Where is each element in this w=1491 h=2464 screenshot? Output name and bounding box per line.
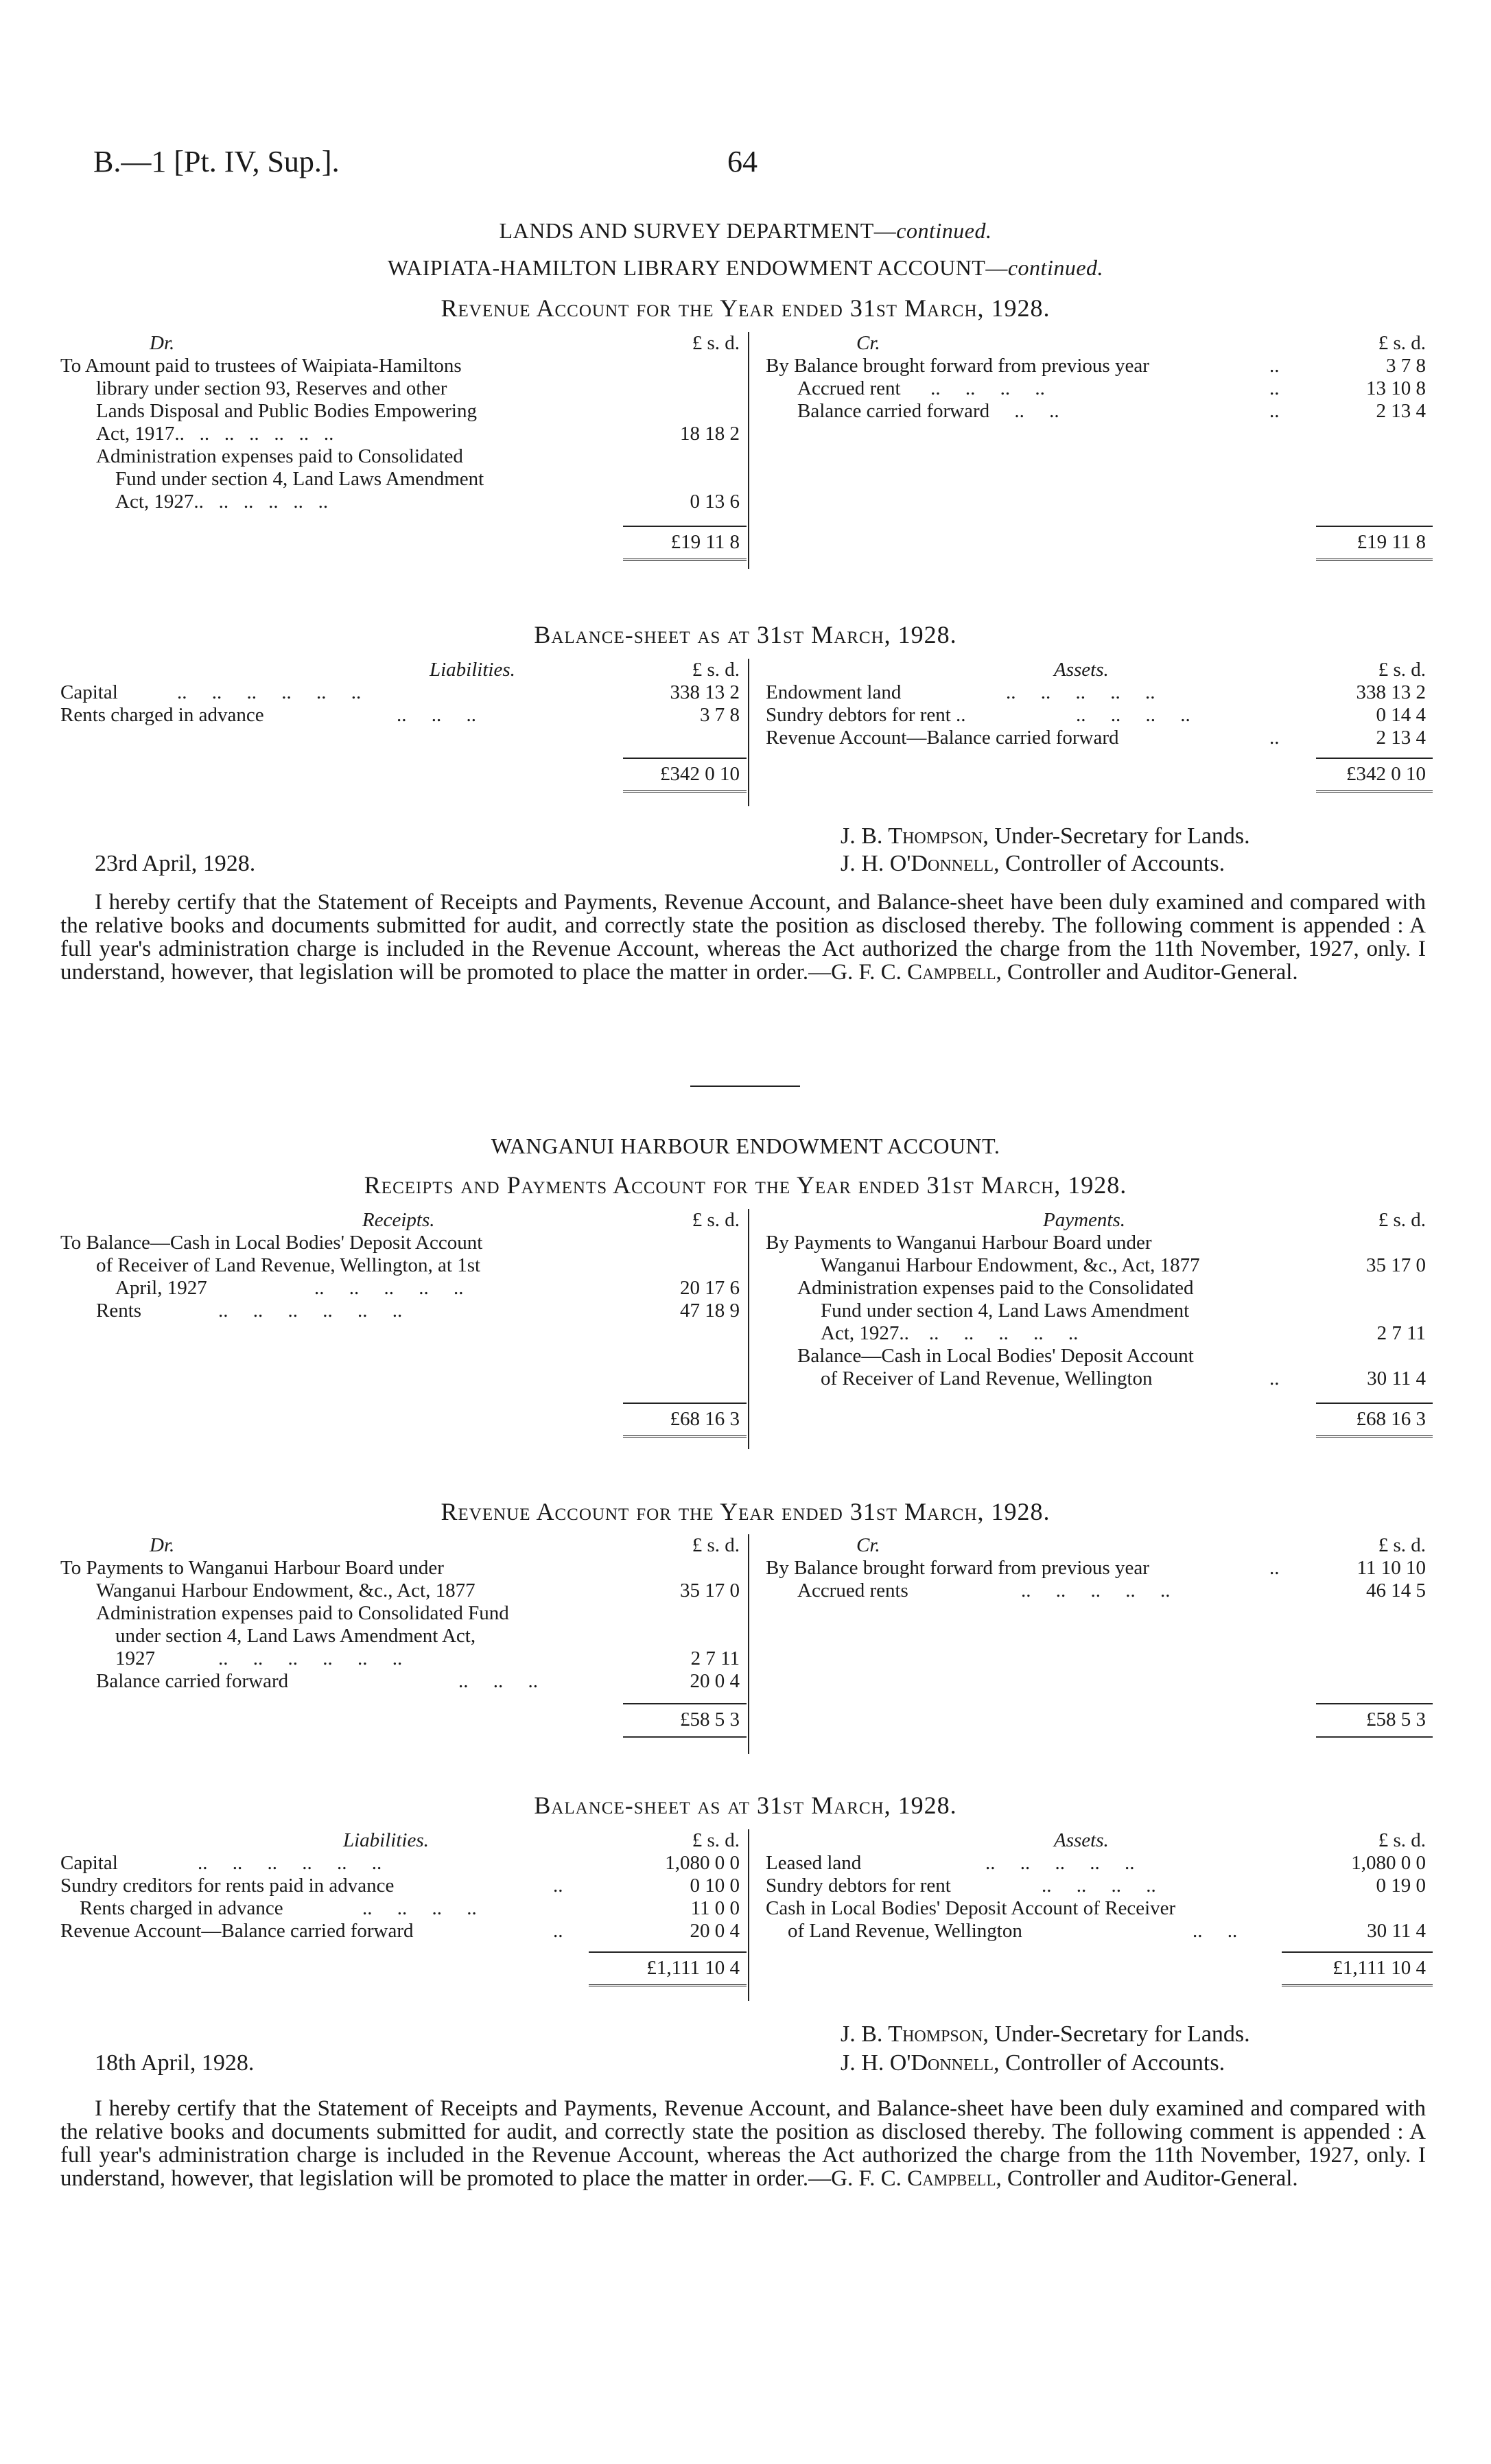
amount: 13 10 8 <box>1366 377 1426 399</box>
double-rule <box>1316 1736 1433 1741</box>
rev2-right-line: Accrued rents <box>797 1580 908 1601</box>
amount: 30 11 4 <box>1367 1920 1426 1942</box>
total-rule <box>1316 1403 1433 1404</box>
amount: 1,080 0 0 <box>1351 1852 1426 1874</box>
lsd-heading: £ s. d. <box>692 332 740 354</box>
total: £19 11 8 <box>1357 531 1426 553</box>
bs1-table: Liabilities. £ s. d. Capital .. .. .. .. .. .. 338 13 2 Rents charged in advance .. .. .. 3 7 8 £342 0 10 Assets. £ s. d. Endowment land .. .. .. .. .. 338 13 2 Sundry debtors for rent .. .. .. .. .. 0 14 4 Revenue Account—Balance carried forward .. 2 13 4 £342 0 10 <box>60 659 1433 817</box>
amount: 46 14 5 <box>1366 1580 1426 1601</box>
signature-line: J. H. O'Donnell, Controller of Accounts. <box>841 2050 1225 2076</box>
amount: 3 7 8 <box>1386 355 1426 377</box>
amount: 2 13 4 <box>1376 727 1426 749</box>
lsd-heading: £ s. d. <box>1378 1209 1426 1231</box>
column-divider <box>748 1209 749 1449</box>
bs1-right-line: Endowment land <box>766 681 902 703</box>
total: £19 11 8 <box>670 531 740 553</box>
rev2-left-line: 1927 <box>115 1647 155 1669</box>
department-title: LANDS AND SURVEY DEPARTMENT—continued. <box>499 218 992 243</box>
dr-heading: Dr. <box>150 1534 175 1556</box>
bs1-left-line: Rents charged in advance <box>60 704 264 726</box>
column-divider <box>748 1829 749 2001</box>
rp2-left-line: Rents <box>96 1300 142 1322</box>
double-rule <box>1316 559 1433 563</box>
rev2-left-line: Balance carried forward <box>96 1670 289 1692</box>
date: 23rd April, 1928. <box>95 851 256 876</box>
page-reference: B.—1 [Pt. IV, Sup.]. <box>93 145 340 178</box>
total-rule <box>623 758 747 759</box>
total: £68 16 3 <box>670 1408 740 1430</box>
column-divider <box>748 332 749 569</box>
rev1-left-line: Lands Disposal and Public Bodies Empowering <box>96 400 477 422</box>
lsd-heading: £ s. d. <box>692 1209 740 1231</box>
amount: 11 10 10 <box>1357 1557 1426 1579</box>
amount: 18 18 2 <box>680 423 740 445</box>
amount: 20 0 4 <box>690 1920 740 1942</box>
total: £58 5 3 <box>1366 1709 1426 1730</box>
double-rule <box>623 1736 747 1741</box>
rp2-table: Receipts. £ s. d. To Balance—Cash in Local Bodies' Deposit Account of Receiver of Land Revenue, Wellington, at 1st April, 1927 .. .. .. .. .. 20 17 6 Rents .. .. .. .. .. .. 47 18 9 £68 16 3 Payments. £ s. d. By Payments to Wanganui Harbour Board under Wanganui Harbour Endowment, &c., Act, 1877 35 17 0 Administration expenses paid to the Consolidated Fund under section 4, Land Laws Amendment Act, 1927.. .. .. .. .. .. 2 7 11 Balance—Cash in Local Bodies' Deposit Account of Receiver of Land Revenue, Wellington .. 30 11 4 £68 16 3 <box>60 1209 1433 1470</box>
double-rule <box>623 790 747 795</box>
total: £1,111 10 4 <box>646 1957 740 1979</box>
rev2-table: Dr. £ s. d. To Payments to Wanganui Harbour Board under Wanganui Harbour Endowment, &c., Act, 1877 35 17 0 Administration expenses paid to Consolidated Fund under section 4, Land Laws Amendment Act, 1927 .. .. .. .. .. .. 2 7 11 Balance carried forward .. .. .. 20 0 4 £58 5 3 Cr. £ s. d. By Balance brought forward from previous year .. 11 10 10 Accrued rents .. .. .. .. .. 46 14 5 £58 5 3 <box>60 1534 1433 1754</box>
amount: 0 14 4 <box>1376 704 1426 726</box>
bs2-left-line: Revenue Account—Balance carried forward <box>60 1920 414 1942</box>
bs2-table: Liabilities. £ s. d. Capital .. .. .. .. .. .. 1,080 0 0 Sundry creditors for rents paid in advance .. 0 10 0 Rents charged in advance .. .. .. .. 11 0 0 Revenue Account—Balance carried forward .. 20 0 4 £1,111 10 4 Assets. £ s. d. Leased land .. .. .. .. .. 1,080 0 0 Sundry debtors for rent .. .. .. .. 0 19 0 Cash in Local Bodies' Deposit Account of Receiver of Land Revenue, Wellington .. .. 30 11 4 £1,111 10 4 <box>60 1829 1433 2015</box>
double-rule <box>1282 1984 1433 1989</box>
signature-line: J. B. Thompson, Under-Secretary for Lands. <box>841 823 1250 849</box>
amount: 2 7 11 <box>1376 1322 1426 1344</box>
total: £342 0 10 <box>1346 763 1426 785</box>
rev1-table: Dr. £ s. d. To Amount paid to trustees of Waipiata-Hamiltons library under section 93, Reserves and other Lands Disposal and Public Bodies Empowering Act, 1917.. .. .. .. .. .. .. 18 18 2 Administration expenses paid to Consolidated Fund under section 4, Land Laws Amendment Act, 1927.. .. .. .. .. .. 0 13 6 £19 11 8 Cr. £ s. d. By Balance brought forward from previous year .. 3 7 8 Accrued rent .. .. .. .. .. 13 10 8 Balance carried forward .. .. .. 2 13 4 £19 11 8 <box>60 332 1433 579</box>
amount: 47 18 9 <box>680 1300 740 1322</box>
total-rule <box>1316 1703 1433 1704</box>
bs2-left-line: Capital <box>60 1852 118 1874</box>
total: £1,111 10 4 <box>1332 1957 1426 1979</box>
amount: 1,080 0 0 <box>665 1852 740 1874</box>
total-rule <box>623 526 747 527</box>
assets-heading: Assets. <box>1054 659 1109 681</box>
cr-heading: Cr. <box>856 332 880 354</box>
amount: 35 17 0 <box>1366 1254 1426 1276</box>
rp2-title: Receipts and Payments Account for the Year ended 31st March, 1928. <box>364 1171 1127 1199</box>
lsd-heading: £ s. d. <box>1378 1829 1426 1851</box>
rev2-left-line: under section 4, Land Laws Amendment Act, <box>115 1625 476 1647</box>
amount: 338 13 2 <box>670 681 740 703</box>
amount: 3 7 8 <box>700 704 740 726</box>
assets-heading: Assets. <box>1054 1829 1109 1851</box>
rp2-left-line: To Balance—Cash in Local Bodies' Deposit Account <box>60 1232 483 1254</box>
double-rule <box>1316 790 1433 795</box>
lsd-heading: £ s. d. <box>1378 1534 1426 1556</box>
rev2-left-line: To Payments to Wanganui Harbour Board under <box>60 1557 444 1579</box>
bs1-left-line: Capital <box>60 681 118 703</box>
rev1-left-line: library under section 93, Reserves and other <box>96 377 447 399</box>
amount: 0 19 0 <box>1376 1875 1426 1897</box>
signature-line: J. H. O'Donnell, Controller of Accounts. <box>841 851 1225 876</box>
total: £342 0 10 <box>660 763 740 785</box>
bs2-right-line: Sundry debtors for rent <box>766 1875 951 1897</box>
dr-heading: Dr. <box>150 332 175 354</box>
rev1-left-line: Fund under section 4, Land Laws Amendment <box>115 468 484 490</box>
rp2-right-line: Fund under section 4, Land Laws Amendment <box>821 1300 1190 1322</box>
section-separator <box>690 1086 800 1087</box>
bs2-right-line: Leased land <box>766 1852 862 1874</box>
liabilities-heading: Liabilities. <box>430 659 515 681</box>
cr-heading: Cr. <box>856 1534 880 1556</box>
double-rule <box>589 1984 747 1989</box>
bs2-title: Balance-sheet as at 31st March, 1928. <box>534 1792 957 1819</box>
rev2-left-line: Wanganui Harbour Endowment, &c., Act, 1877 <box>96 1580 476 1601</box>
column-divider <box>748 1534 749 1754</box>
total-rule <box>589 1951 747 1953</box>
rp2-left-line: of Receiver of Land Revenue, Wellington, at 1st <box>96 1254 481 1276</box>
double-rule <box>623 559 747 563</box>
lsd-heading: £ s. d. <box>1378 659 1426 681</box>
audit-certificate: I hereby certify that the Statement of Receipts and Payments, Revenue Account, and Balance-sheet have been duly examined and compared with the relative books and documents submitted for audit, and correctly state the position as disclosed thereby. The following comment is appended : A full year's administration charge is included in the Revenue Account, whereas the Act authorized the charge from the 11th November, 1927, only. I understand, however, that legislation will be promoted to place the matter in order.—G. F. C. Campbell, Controller and Auditor-General. <box>60 890 1426 985</box>
lsd-heading: £ s. d. <box>692 659 740 681</box>
total: £58 5 3 <box>680 1709 740 1730</box>
total-rule <box>1282 1951 1433 1953</box>
bs2-right-line: of Land Revenue, Wellington <box>788 1920 1022 1942</box>
total-rule <box>1316 758 1433 759</box>
amount: 35 17 0 <box>680 1580 740 1601</box>
rev1-left-line: Act, 1927.. .. .. .. .. .. <box>115 491 329 513</box>
total-rule <box>1316 526 1433 527</box>
rp2-right-line: Balance—Cash in Local Bodies' Deposit Account <box>797 1345 1194 1367</box>
rp2-right-line: of Receiver of Land Revenue, Wellington <box>821 1368 1153 1389</box>
rev1-left-line: Act, 1917.. .. .. .. .. .. .. <box>96 423 334 445</box>
bs2-right-line: Cash in Local Bodies' Deposit Account of Receiver <box>766 1897 1176 1919</box>
rev1-right-line: Balance carried forward .. .. <box>797 400 1059 422</box>
amount: 0 10 0 <box>690 1875 740 1897</box>
rev2-title: Revenue Account for the Year ended 31st March, 1928. <box>441 1498 1050 1525</box>
rev1-right-line: By Balance brought forward from previous year <box>766 355 1149 377</box>
bs2-left-line: Rents charged in advance <box>80 1897 283 1919</box>
amount: 2 13 4 <box>1376 400 1426 422</box>
double-rule <box>1316 1435 1433 1440</box>
lsd-heading: £ s. d. <box>692 1534 740 1556</box>
rp2-right-line: Wanganui Harbour Endowment, &c., Act, 1877 <box>821 1254 1200 1276</box>
page-number: 64 <box>727 145 758 178</box>
rp2-right-line: Act, 1927.. .. .. .. .. .. <box>821 1322 1079 1344</box>
bs1-right-line: Revenue Account—Balance carried forward <box>766 727 1119 749</box>
rev1-right-line: Accrued rent .. .. .. .. <box>797 377 1045 399</box>
total-rule <box>623 1403 747 1404</box>
total: £68 16 3 <box>1356 1408 1426 1430</box>
rev1-left-line: To Amount paid to trustees of Waipiata-Hamiltons <box>60 355 462 377</box>
rev2-right-line: By Balance brought forward from previous year <box>766 1557 1149 1579</box>
rev1-left-line: Administration expenses paid to Consolidated <box>96 445 463 467</box>
amount: 338 13 2 <box>1356 681 1426 703</box>
amount: 0 13 6 <box>690 491 740 513</box>
double-rule <box>623 1435 747 1440</box>
receipts-heading: Receipts. <box>362 1209 435 1231</box>
payments-heading: Payments. <box>1043 1209 1125 1231</box>
lsd-heading: £ s. d. <box>692 1829 740 1851</box>
account2-title: WANGANUI HARBOUR ENDOWMENT ACCOUNT. <box>491 1134 1000 1158</box>
bs1-title: Balance-sheet as at 31st March, 1928. <box>534 621 957 648</box>
signature-line: J. B. Thompson, Under-Secretary for Lands. <box>841 2021 1250 2047</box>
rev2-left-line: Administration expenses paid to Consolidated Fund <box>96 1602 509 1624</box>
rp2-left-line: April, 1927 <box>115 1277 207 1299</box>
date: 18th April, 1928. <box>95 2050 255 2076</box>
rev1-title: Revenue Account for the Year ended 31st March, 1928. <box>441 294 1050 322</box>
rp2-right-line: Administration expenses paid to the Consolidated <box>797 1277 1194 1299</box>
amount: 20 17 6 <box>680 1277 740 1299</box>
column-divider <box>748 659 749 806</box>
bs2-left-line: Sundry creditors for rents paid in advance <box>60 1875 395 1897</box>
amount: 30 11 4 <box>1367 1368 1426 1389</box>
lsd-heading: £ s. d. <box>1378 332 1426 354</box>
amount: 20 0 4 <box>690 1670 740 1692</box>
rp2-right-line: By Payments to Wanganui Harbour Board under <box>766 1232 1152 1254</box>
liabilities-heading: Liabilities. <box>343 1829 429 1851</box>
total-rule <box>623 1703 747 1704</box>
bs1-right-line: Sundry debtors for rent .. <box>766 704 966 726</box>
account1-title: WAIPIATA-HAMILTON LIBRARY ENDOWMENT ACCOUNT—continued. <box>387 255 1104 280</box>
amount: 11 0 0 <box>690 1897 740 1919</box>
audit-certificate: I hereby certify that the Statement of Receipts and Payments, Revenue Account, and Balance-sheet have been duly examined and compared with the relative books and documents submitted for audit, and correctly state the position as disclosed thereby. The following comment is appended : A full year's administration charge is included in the Revenue Account, whereas the Act authorized the charge from the 11th November, 1927, only. I understand, however, that legislation will be promoted to place the matter in order.—G. F. C. Campbell, Controller and Auditor-General. <box>60 2096 1426 2191</box>
amount: 2 7 11 <box>690 1647 740 1669</box>
